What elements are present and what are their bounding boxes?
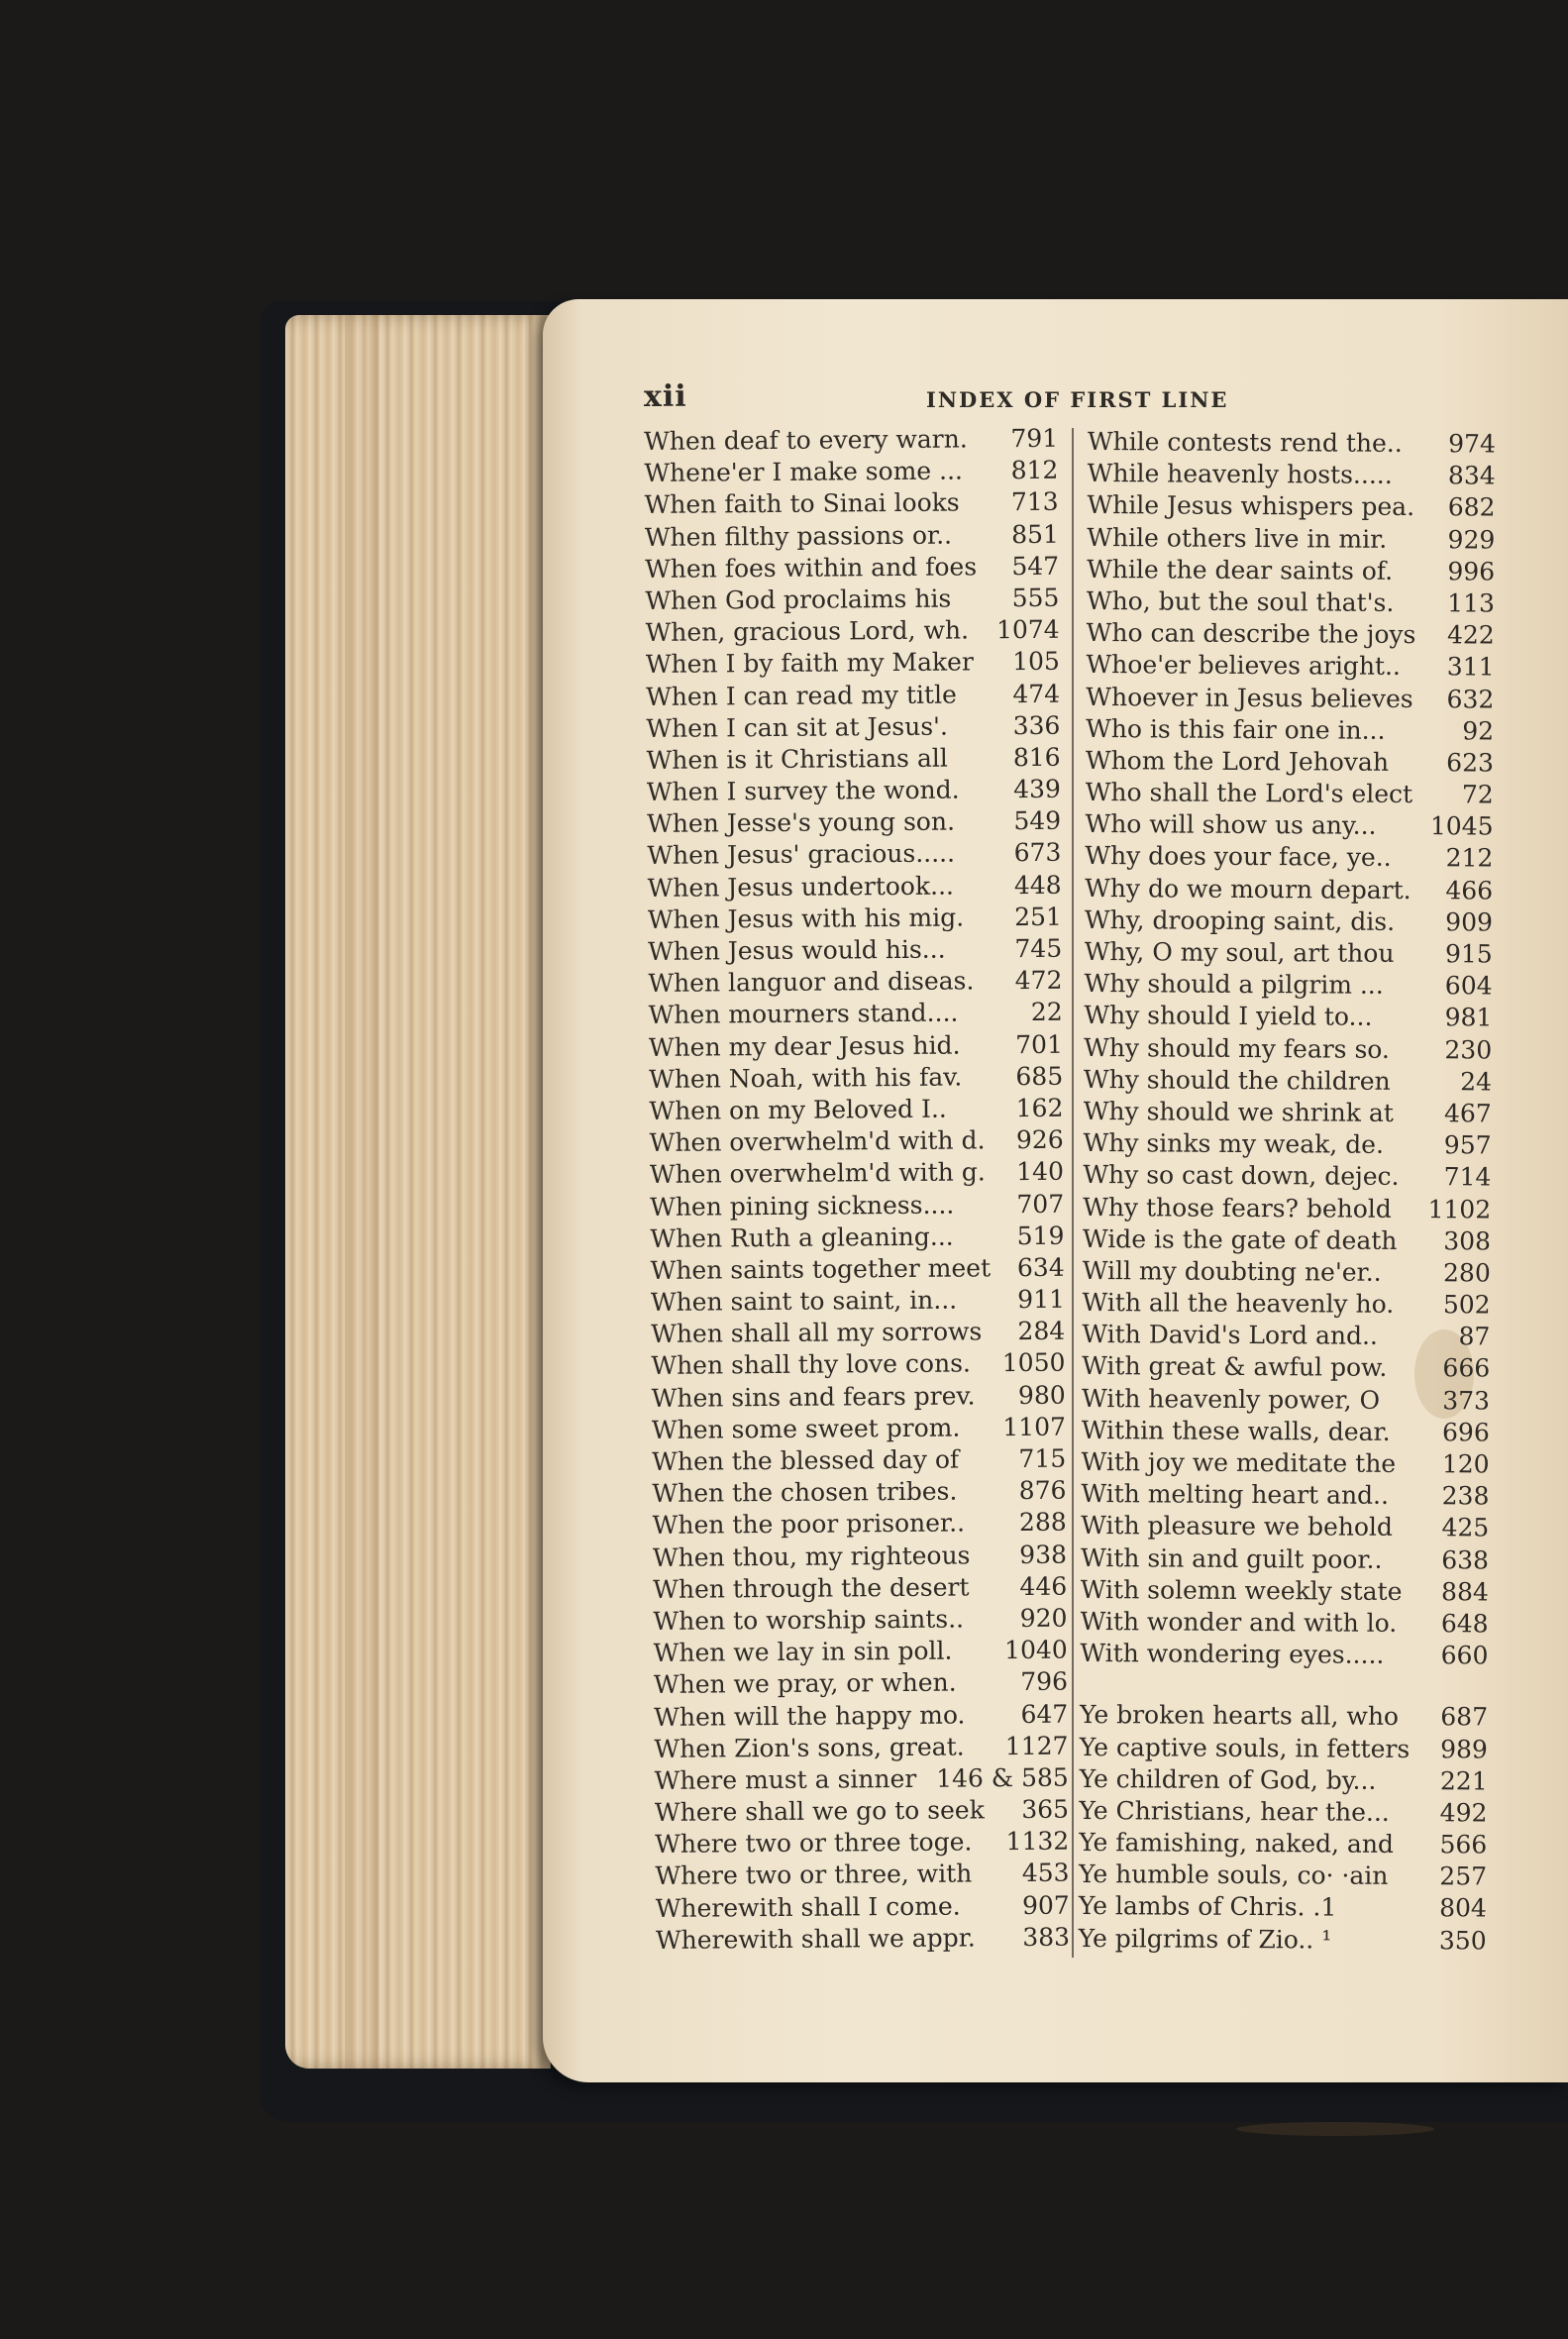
index-entry	[1084, 1064, 1492, 1099]
first-line-text: When I survey the wond.	[646, 775, 960, 807]
first-line-text: Where must a sinner	[654, 1763, 917, 1795]
hymn-number: 926	[1015, 1124, 1064, 1155]
index-entry	[654, 1666, 1068, 1701]
index-entry	[1084, 968, 1492, 1003]
index-entry	[1079, 1859, 1487, 1893]
hymn-number: 1074	[995, 614, 1060, 645]
index-entry	[644, 455, 1058, 489]
first-line-text: When sins and fears prev.	[651, 1381, 976, 1413]
hymn-number: 555	[1011, 583, 1060, 613]
first-line-text: With great & awful pow.	[1082, 1351, 1388, 1383]
page-number: xii	[644, 379, 687, 414]
first-line-text: With David's Lord and..	[1082, 1320, 1379, 1351]
hymn-number: 492	[1439, 1798, 1488, 1828]
hymn-number: 162	[1015, 1093, 1064, 1123]
index-entry	[1081, 1606, 1489, 1641]
first-line-text: Ye broken hearts all, who	[1079, 1700, 1400, 1732]
index-entry	[649, 1028, 1063, 1063]
first-line-text: With wonder and with lo.	[1080, 1606, 1398, 1638]
index-entry	[651, 1316, 1065, 1350]
first-line-text: Wide is the gate of death	[1082, 1223, 1398, 1255]
first-line-text: Whoe'er believes aright..	[1086, 650, 1402, 682]
hymn-number: 221	[1439, 1765, 1488, 1796]
index-entry	[655, 1762, 1069, 1797]
index-entry	[1082, 1319, 1490, 1353]
hymn-number: 1050	[1001, 1348, 1066, 1378]
hymn-number: 957	[1443, 1130, 1492, 1160]
hymn-number: 911	[1017, 1284, 1066, 1315]
first-line-text: When through the desert	[653, 1572, 970, 1604]
hymn-number: 915	[1444, 939, 1493, 969]
index-entry	[647, 742, 1061, 777]
index-entry	[1081, 1510, 1489, 1544]
index-entry	[651, 1252, 1065, 1287]
index-entry	[1086, 777, 1494, 811]
hymn-number: 280	[1442, 1258, 1491, 1288]
hymn-number: 1040	[1003, 1635, 1068, 1665]
index-entry	[645, 550, 1059, 585]
first-line-text: Ye humble souls, co· ·ain	[1078, 1860, 1389, 1891]
index-entry	[653, 1603, 1067, 1638]
first-line-text: Whom the Lord Jehovah	[1085, 745, 1390, 777]
index-entry	[646, 678, 1060, 712]
index-entry	[1080, 1699, 1488, 1734]
hymn-number: 566	[1439, 1830, 1488, 1860]
first-line-text: When will the happy mo.	[654, 1699, 966, 1732]
hymn-number: 519	[1016, 1221, 1065, 1250]
hymn-number: 105	[1012, 647, 1060, 677]
index-entry	[655, 1858, 1069, 1892]
first-line-text: Who is this fair one in...	[1086, 713, 1386, 745]
index-entry	[653, 1570, 1067, 1605]
index-entry	[1082, 1287, 1490, 1322]
hymn-number: 547	[1011, 551, 1060, 581]
hymn-number: 238	[1441, 1481, 1490, 1511]
first-line-text: When languor and diseas.	[648, 966, 975, 999]
index-entry	[1080, 1763, 1488, 1798]
hymn-number: 804	[1439, 1893, 1487, 1923]
hymn-number: 22	[1030, 998, 1063, 1027]
first-line-text: When my dear Jesus hid.	[648, 1030, 961, 1062]
index-entry	[1080, 1731, 1488, 1765]
first-line-text: When thou, my righteous	[652, 1541, 971, 1572]
first-line-text: With joy we meditate the	[1081, 1446, 1397, 1478]
hymn-number: 907	[1021, 1890, 1070, 1920]
hymn-number: 373	[1442, 1385, 1491, 1416]
first-line-text: When filthy passions or..	[644, 520, 953, 552]
hymn-number: 660	[1440, 1641, 1489, 1670]
hymn-number: 713	[1010, 487, 1059, 517]
first-line-text: When, gracious Lord, wh.	[645, 615, 970, 648]
hymn-number: 383	[1022, 1922, 1071, 1952]
index-entry	[653, 1539, 1067, 1573]
hymn-number: 425	[1441, 1513, 1490, 1542]
index-entry	[654, 1635, 1068, 1669]
page-edges	[285, 315, 551, 2069]
hymn-number: 113	[1447, 588, 1496, 618]
first-line-text: With heavenly power, O	[1081, 1383, 1381, 1415]
first-line-text: When I can read my title	[646, 680, 957, 711]
hymn-number: 791	[1010, 423, 1059, 454]
first-line-text: When Noah, with his fav.	[649, 1062, 963, 1094]
index-entry	[654, 1698, 1068, 1733]
first-line-text: While contests rend the..	[1087, 426, 1403, 458]
index-entry	[656, 1889, 1070, 1924]
hymn-number: 502	[1442, 1290, 1491, 1320]
hymn-number: 336	[1012, 710, 1061, 740]
index-entry	[1087, 585, 1495, 620]
first-line-text: When God proclaims his	[645, 584, 952, 615]
first-line-text: When Jesus' gracious.....	[647, 838, 956, 871]
hymn-number: 638	[1441, 1544, 1490, 1575]
first-line-text: With sin and guilt poor..	[1080, 1542, 1383, 1574]
index-entry	[1082, 1383, 1490, 1418]
index-entry	[644, 423, 1058, 458]
index-entry	[650, 1188, 1064, 1223]
index-column-left	[644, 423, 1070, 1957]
hymn-number: 350	[1438, 1925, 1487, 1956]
first-line-text: Why sinks my weak, de.	[1083, 1128, 1385, 1159]
index-entry	[649, 1093, 1063, 1127]
index-entry	[655, 1794, 1069, 1829]
index-entry	[1081, 1542, 1489, 1577]
first-line-text: When shall thy love cons.	[651, 1348, 972, 1381]
index-entry	[647, 837, 1061, 872]
first-line-text: With solemn weekly state	[1080, 1574, 1403, 1606]
running-head: INDEX OF FIRST LINE	[926, 387, 1229, 412]
first-line-text: Who can describe the joys	[1086, 618, 1416, 650]
first-line-text: When I can sit at Jesus'.	[646, 711, 949, 743]
hymn-number: 422	[1446, 620, 1495, 650]
first-line-text: When foes within and foes	[645, 552, 978, 584]
index-entry	[650, 1220, 1064, 1254]
first-line-text: Why should the children	[1083, 1064, 1391, 1096]
first-line-text: Why, drooping saint, dis.	[1084, 904, 1396, 936]
first-line-text: While the dear saints of.	[1087, 554, 1394, 585]
hymn-number: 996	[1447, 556, 1496, 586]
index-entry	[1088, 426, 1496, 461]
hymn-number: 72	[1461, 780, 1494, 809]
first-line-text: When I by faith my Maker	[645, 647, 974, 680]
first-line-text: When Ruth a gleaning...	[650, 1222, 954, 1253]
hymn-number: 715	[1018, 1443, 1067, 1474]
first-line-text: When faith to Sinai looks	[644, 487, 960, 520]
index-entry	[655, 1826, 1069, 1861]
index-entry	[1082, 1446, 1490, 1481]
index-entry	[1085, 808, 1493, 843]
hymn-number: 673	[1013, 838, 1062, 868]
first-line-text: When mourners stand....	[648, 998, 959, 1030]
first-line-text: When Zion's sons, great.	[654, 1732, 965, 1763]
hymn-number: 647	[1020, 1699, 1069, 1729]
index-entry	[1086, 745, 1494, 780]
hymn-number: 701	[1015, 1029, 1064, 1059]
page-header	[644, 379, 1535, 419]
first-line-text: Whene'er I make some ...	[644, 456, 964, 488]
first-line-text: Wherewith shall I come.	[655, 1891, 961, 1923]
index-entry	[652, 1443, 1066, 1478]
index-entry	[1082, 1415, 1490, 1449]
hymn-number: 140	[1016, 1157, 1065, 1187]
hymn-number: 696	[1441, 1418, 1490, 1447]
index-entry	[645, 518, 1059, 553]
index-entry	[653, 1507, 1067, 1542]
first-line-text: Will my doubting ne'er..	[1082, 1255, 1382, 1287]
first-line-text: When saint to saint, in...	[650, 1285, 958, 1318]
first-line-text: Why should a pilgrim ...	[1084, 969, 1384, 1001]
index-column-right	[1079, 426, 1496, 1957]
index-entry	[1086, 681, 1494, 715]
index-entry	[651, 1347, 1065, 1382]
index-entry	[649, 997, 1063, 1031]
hymn-number: 707	[1016, 1189, 1065, 1219]
first-line-text: When saints together meet	[650, 1253, 992, 1285]
first-line-text: When Jesus would his...	[648, 934, 946, 966]
first-line-text: When is it Christians all	[646, 743, 948, 775]
hymn-number: 284	[1017, 1316, 1066, 1346]
first-line-text: Ye lambs of Chris. .1	[1078, 1891, 1337, 1923]
index-entry	[1084, 1096, 1492, 1130]
index-entry	[1087, 489, 1495, 524]
hymn-number: 682	[1447, 492, 1496, 522]
first-line-text: Who will show us any...	[1085, 809, 1377, 841]
index-entry	[647, 805, 1061, 840]
hymn-number: 439	[1013, 774, 1062, 804]
hymn-number: 648	[1440, 1609, 1489, 1639]
first-line-text: When pining sickness....	[650, 1190, 955, 1222]
hymn-number: 467	[1443, 1099, 1492, 1128]
hymn-number: 446	[1019, 1571, 1068, 1601]
index-entry	[647, 774, 1061, 808]
index-entry	[1087, 522, 1495, 557]
first-line-text: While Jesus whispers pea.	[1087, 490, 1415, 522]
hymn-number: 796	[1020, 1666, 1069, 1697]
hymn-number: 308	[1443, 1225, 1492, 1256]
hymn-number: 851	[1011, 519, 1059, 549]
first-line-text: Who shall the Lord's elect	[1085, 778, 1413, 809]
index-entry	[652, 1475, 1066, 1510]
first-line-text: Why does your face, ye..	[1085, 841, 1392, 873]
hymn-number: 365	[1021, 1794, 1070, 1825]
first-line-text: When some sweet prom.	[651, 1413, 961, 1444]
index-entry	[645, 583, 1059, 617]
hymn-number: 92	[1462, 716, 1495, 746]
hymn-number: 549	[1013, 805, 1062, 836]
index-entry	[650, 1124, 1064, 1159]
hymn-number: 1132	[1005, 1826, 1070, 1857]
first-line-text: When the blessed day of	[652, 1444, 960, 1476]
index-entry	[1085, 904, 1493, 939]
hymn-number: 466	[1445, 875, 1494, 905]
hymn-number: 687	[1440, 1702, 1489, 1732]
hymn-number: 909	[1445, 907, 1494, 937]
first-line-text: When we lay in sin poll.	[653, 1636, 953, 1668]
first-line-text: Why so cast down, dejec.	[1083, 1160, 1400, 1192]
first-line-text: With pleasure we behold	[1081, 1511, 1394, 1542]
hymn-number: 212	[1445, 843, 1494, 873]
index-entry	[648, 933, 1062, 968]
hymn-number: 920	[1019, 1603, 1068, 1633]
index-entry	[651, 1284, 1065, 1319]
index-entry	[654, 1730, 1068, 1764]
hymn-number: 120	[1441, 1449, 1490, 1479]
index-entry	[1085, 873, 1493, 907]
index-entry	[652, 1411, 1066, 1445]
first-line-text: Ye captive souls, in fetters	[1079, 1732, 1411, 1763]
index-entry	[1080, 1638, 1488, 1672]
hymn-number: 876	[1018, 1475, 1067, 1506]
hymn-number: 634	[1016, 1252, 1065, 1282]
index-entry	[1082, 1350, 1490, 1385]
index-entry	[1079, 1827, 1487, 1861]
first-line-text: When the poor prisoner..	[652, 1508, 966, 1541]
index-entry	[650, 1156, 1064, 1191]
index-entry	[648, 902, 1062, 936]
index-entry	[1084, 1000, 1492, 1034]
index-entry	[1083, 1223, 1491, 1258]
hymn-number: 453	[1021, 1859, 1070, 1888]
first-line-text: When shall all my sorrows	[651, 1317, 983, 1349]
hymn-number: 251	[1014, 902, 1063, 931]
hymn-number: 604	[1444, 971, 1493, 1001]
hymn-number: 714	[1443, 1162, 1492, 1192]
hymn-number: 448	[1013, 870, 1062, 900]
first-line-text: Why should I yield to...	[1084, 1001, 1373, 1032]
first-line-text: When overwhelm'd with d.	[649, 1125, 986, 1158]
first-line-text: Why should my fears so.	[1084, 1032, 1391, 1064]
first-line-text: Whoever in Jesus believes	[1086, 682, 1413, 713]
hymn-number: 472	[1014, 965, 1063, 996]
index-entry	[646, 614, 1060, 649]
first-line-text: When on my Beloved I..	[649, 1094, 947, 1125]
index-entry	[1086, 649, 1494, 684]
index-entry	[652, 1379, 1066, 1414]
first-line-text: Where two or three toge.	[655, 1827, 973, 1860]
first-line-text: Ye children of God, by...	[1079, 1763, 1377, 1795]
hymn-number: 1102	[1427, 1194, 1492, 1224]
hymn-number: 745	[1014, 933, 1063, 964]
index-entry	[1081, 1574, 1489, 1609]
hymn-number: 938	[1019, 1540, 1068, 1569]
first-line-text: Wherewith shall we appr.	[655, 1923, 976, 1955]
hymn-number: 623	[1446, 748, 1495, 778]
first-line-text: When overwhelm'd with g.	[649, 1157, 986, 1190]
first-line-text: Where shall we go to seek	[654, 1795, 985, 1828]
hymn-number: 311	[1446, 652, 1495, 682]
hymn-number: 146 & 585	[936, 1762, 1069, 1793]
index-entry	[1079, 1890, 1487, 1925]
index-entry	[1084, 1032, 1492, 1067]
hymn-number: 1127	[1004, 1731, 1069, 1760]
index-entry	[1083, 1127, 1491, 1162]
index-entry	[1083, 1255, 1491, 1290]
hymn-number: 666	[1442, 1353, 1491, 1383]
first-line-text: When deaf to every warn.	[644, 424, 968, 456]
hymn-number: 816	[1012, 742, 1061, 772]
index-entry	[1088, 458, 1496, 492]
first-line-text: When Jesus with his mig.	[647, 903, 965, 934]
index-entry	[648, 869, 1062, 904]
index-entry	[1079, 1795, 1487, 1830]
hymn-number: 981	[1444, 1003, 1493, 1032]
hymn-number: 87	[1458, 1322, 1491, 1351]
index-entry	[1079, 1923, 1487, 1958]
hymn-number: 288	[1018, 1508, 1067, 1538]
column-divider	[1072, 428, 1074, 1958]
index-entry	[1081, 1478, 1489, 1513]
first-line-text: When Jesse's young son.	[647, 806, 956, 839]
first-line-text: Who, but the soul that's.	[1086, 585, 1395, 617]
first-line-text: Why do we mourn depart.	[1085, 873, 1411, 904]
index-entry	[1085, 840, 1493, 875]
first-line-text: Ye pilgrims of Zio.. ¹	[1078, 1923, 1332, 1955]
first-line-text: Ye famishing, naked, and	[1079, 1828, 1395, 1859]
index-entry	[656, 1921, 1070, 1956]
index-entry	[1083, 1159, 1491, 1194]
hymn-number: 929	[1447, 524, 1496, 555]
first-line-text: While heavenly hosts.....	[1087, 459, 1393, 490]
first-line-text: When we pray, or when.	[653, 1667, 957, 1700]
index-entry	[1085, 936, 1493, 971]
first-line-text: Why those fears? behold	[1083, 1192, 1392, 1223]
first-line-text: Why should we shrink at	[1083, 1096, 1394, 1127]
hymn-number: 632	[1446, 684, 1495, 714]
first-line-text: While others live in mir.	[1087, 522, 1388, 554]
hymn-number: 230	[1444, 1034, 1493, 1065]
index-entry	[645, 486, 1059, 521]
hymn-number: 812	[1010, 455, 1059, 485]
hymn-number: 980	[1017, 1380, 1066, 1410]
index-entry	[1083, 1191, 1491, 1225]
first-line-text: With all the heavenly ho.	[1082, 1288, 1395, 1319]
first-line-text: When Jesus undertook...	[647, 871, 955, 903]
index-entry	[1087, 554, 1495, 588]
first-line-text: Ye Christians, hear the...	[1079, 1795, 1390, 1827]
first-line-text: When the chosen tribes.	[652, 1476, 958, 1509]
first-line-text: Why, O my soul, art thou	[1084, 936, 1395, 968]
index-entry	[1086, 713, 1494, 748]
hymn-number: 834	[1447, 461, 1496, 490]
hymn-number: 1107	[1002, 1412, 1067, 1441]
first-line-text: With wondering eyes.....	[1080, 1639, 1385, 1669]
index-entry	[646, 646, 1060, 681]
first-line-text: When to worship saints..	[653, 1604, 965, 1636]
first-line-text: Where two or three, with	[655, 1859, 973, 1891]
hymn-number: 1045	[1429, 811, 1494, 841]
hymn-number: 884	[1441, 1576, 1489, 1607]
hymn-number: 257	[1439, 1861, 1488, 1891]
hymn-number: 24	[1460, 1067, 1493, 1097]
hymn-number: 685	[1015, 1061, 1064, 1091]
hymn-number: 974	[1448, 429, 1496, 459]
index-entry	[649, 1060, 1063, 1095]
index-entry	[1087, 617, 1495, 652]
index-entry	[646, 709, 1060, 744]
hymn-number: 989	[1440, 1734, 1488, 1763]
index-entry	[648, 965, 1062, 1000]
first-line-text: Within these walls, dear.	[1081, 1415, 1391, 1446]
hymn-number: 474	[1012, 679, 1061, 708]
first-line-text: With melting heart and..	[1081, 1479, 1390, 1511]
